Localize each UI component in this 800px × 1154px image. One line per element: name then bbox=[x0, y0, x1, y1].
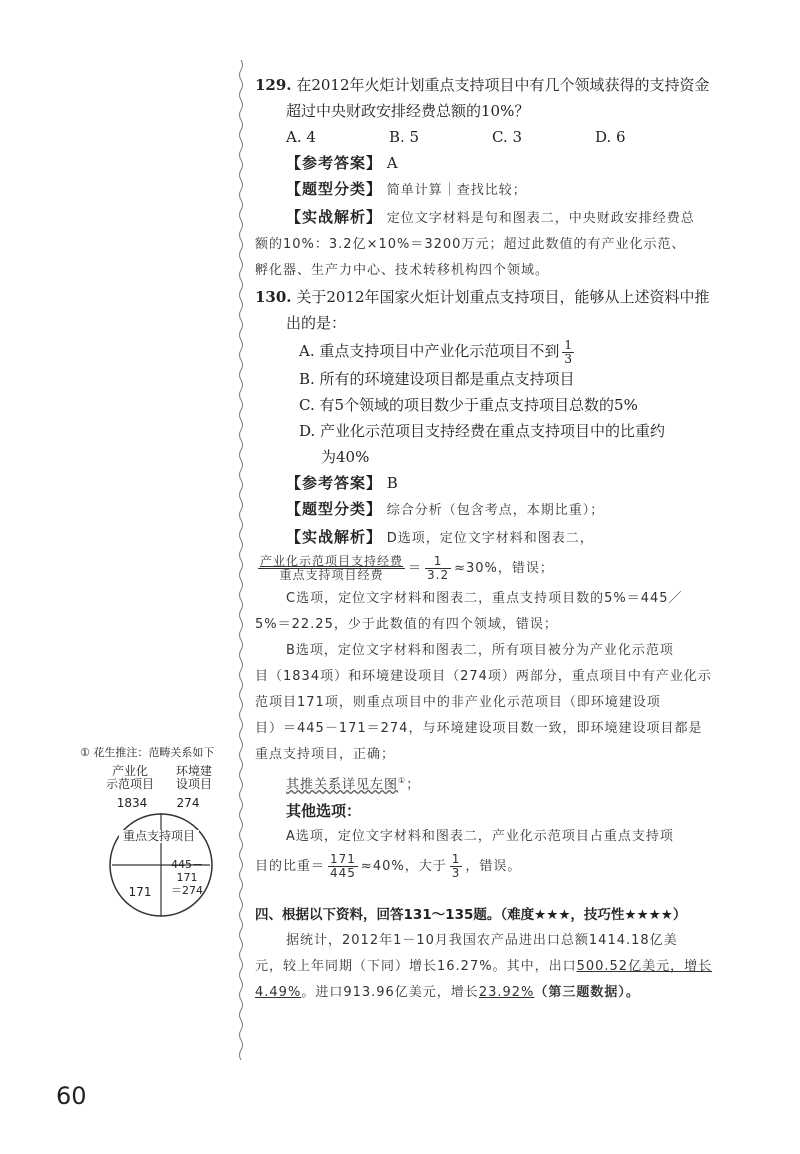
q129-option-c: C. 3 bbox=[492, 128, 523, 146]
q130-type-tag: 【题型分类】 bbox=[286, 500, 383, 518]
q130-stem1: 关于2012年国家火炬计划重点支持项目，能够从上述资料中推 bbox=[296, 288, 710, 306]
a2-mid: ≈40%，大于 bbox=[360, 859, 447, 875]
q129-type: 简单计算｜查找比较； bbox=[386, 183, 527, 198]
q130-answer-tag: 【参考答案】 bbox=[286, 474, 383, 492]
a2-end: ，错误。 bbox=[465, 859, 522, 875]
q130-type-line bbox=[255, 496, 755, 524]
circle-label: 重点支持项目 bbox=[119, 830, 199, 843]
section4-p2 bbox=[255, 954, 755, 980]
d-fraction bbox=[258, 555, 405, 582]
q130-answer-line bbox=[255, 470, 755, 496]
q130-analysis-b3: 范项目171项，则重点项目中的非产业化示范项目（即环境建设项 bbox=[255, 695, 661, 710]
q129-analysis2: 额的10%：3.2亿×10%＝3200万元；超过此数值的有产业化示范、 bbox=[255, 237, 686, 252]
q130-analysis-c2: 5%＝22.25，少于此数值的有四个领域，错误； bbox=[255, 617, 558, 632]
section4-p3-a: 4.49% bbox=[255, 985, 302, 1001]
d-fraction-2 bbox=[425, 555, 451, 582]
section4-p2-a: 元，较上年同期（下同）增长16.27%。其中，出口 bbox=[255, 959, 577, 975]
q130-analysis-b5: 重点支持项目，正确； bbox=[255, 747, 396, 762]
a2-fraction-2-denominator: 3 bbox=[451, 866, 461, 881]
q130-option-b: B. 所有的环境建设项目都是重点支持项目 bbox=[299, 370, 575, 388]
q129-answer-line bbox=[255, 150, 755, 176]
section4-p1: 据统计，2012年1－10月我国农产品进出口总额1414.18亿美 bbox=[286, 933, 678, 949]
q130-type: 综合分析（包含考点，本期比重）； bbox=[386, 503, 605, 518]
q129-answer-tag: 【参考答案】 bbox=[286, 154, 383, 172]
b6-text: 其推关系详见左图 bbox=[286, 777, 399, 793]
b6-end: ； bbox=[406, 777, 421, 793]
q129-stem2: 超过中央财政安排经费总额的10%？ bbox=[286, 102, 530, 120]
q130-analysis-d1: D选项，定位文字材料和图表二， bbox=[386, 531, 594, 546]
q130-analysis-b2: 目（1834项）和环境建设项目（274项）两部分，重点项目中有产业化示 bbox=[255, 669, 712, 684]
page-number: 60 bbox=[56, 1082, 87, 1110]
q129-analysis-line1 bbox=[255, 204, 755, 232]
d-fraction-2-denominator: 3.2 bbox=[427, 568, 450, 582]
label-environment: 环境建 设项目 bbox=[175, 764, 212, 791]
q129-analysis3: 孵化器、生产力中心、技术转移机构四个领域。 bbox=[255, 263, 550, 278]
d-equals: ＝ bbox=[408, 561, 423, 576]
q130-answer: B bbox=[386, 474, 398, 492]
q130-option-c: C. 有5个领域的项目数少于重点支持项目总数的5% bbox=[299, 396, 638, 414]
d-result: ≈30%，错误； bbox=[454, 561, 554, 576]
q130-analysis-tag: 【实战解析】 bbox=[286, 528, 383, 546]
section4-p3-d: （第三题数据）。 bbox=[534, 985, 640, 1001]
q130-number: 130. bbox=[255, 288, 292, 306]
q129-answer: A bbox=[386, 154, 398, 172]
left-quadrant-value: 171 bbox=[128, 885, 152, 899]
section4-p2-b: 500.52亿美元，增长 bbox=[576, 959, 713, 975]
sidenote-title: ① 花生推注：范畴关系如下 bbox=[80, 746, 215, 759]
a2-fraction-2 bbox=[450, 853, 463, 880]
q130-analysis-c1: C选项，定位文字材料和图表二，重点支持项目数的5%＝445／ bbox=[286, 591, 683, 606]
q129-option-a: A. 4 bbox=[286, 128, 316, 146]
q130-analysis-line1 bbox=[255, 524, 755, 552]
q130-analysis-d-formula bbox=[255, 552, 755, 586]
q130-stem-line1 bbox=[255, 284, 755, 310]
section-spacer bbox=[255, 884, 755, 902]
b6-footnote-mark: ① bbox=[398, 776, 407, 785]
sidenote-diagram bbox=[80, 745, 235, 899]
q130-option-d1: D. 产业化示范项目支持经费在重点支持项目中的比重约 bbox=[299, 422, 666, 440]
q130-option-a-fraction bbox=[562, 339, 574, 366]
count-environment: 274 bbox=[176, 796, 200, 810]
right-quadrant-value: 445－171 ＝274 bbox=[171, 858, 203, 897]
q130-analysis-b1: B选项，定位文字材料和图表二，所有项目被分为产业化示范项 bbox=[286, 643, 674, 658]
q129-analysis-tag: 【实战解析】 bbox=[286, 208, 383, 226]
q129-stem1: 在2012年火炬计划重点支持项目中有几个领域获得的支持资金 bbox=[296, 76, 710, 94]
fraction-numerator: 1 bbox=[564, 337, 573, 352]
count-industrial-demo: 1834 bbox=[116, 796, 148, 810]
a2-pre: 目的比重＝ bbox=[255, 859, 326, 875]
q129-stem-line1 bbox=[255, 72, 755, 98]
a2-fraction-denominator: 445 bbox=[330, 866, 356, 881]
section4-title: 四、根据以下资料，回答131～135题。（难度★★★，技巧性★★★★） bbox=[255, 907, 687, 924]
a2-fraction-2-numerator: 1 bbox=[451, 852, 461, 867]
a2-fraction-numerator: 171 bbox=[330, 852, 356, 867]
main-content bbox=[255, 72, 755, 1006]
q129-number: 129. bbox=[255, 76, 292, 94]
q130-analysis-b4: 目）＝445－171＝274，与环境建设项目数一致，即环境建设项目都是 bbox=[255, 721, 703, 736]
q130-option-a bbox=[255, 336, 755, 366]
section4-p3-c: 23.92% bbox=[478, 985, 535, 1001]
q129-option-b: B. 5 bbox=[389, 128, 420, 146]
q130-analysis-a2 bbox=[255, 850, 755, 884]
q130-analysis-b6 bbox=[255, 768, 755, 798]
q130-option-a-text: A. 重点支持项目中产业化示范项目不到 bbox=[299, 342, 560, 360]
q129-type-line bbox=[255, 176, 755, 204]
d-fraction-denominator: 重点支持项目经费 bbox=[279, 568, 384, 582]
d-fraction-numerator: 产业化示范项目支持经费 bbox=[260, 554, 404, 568]
q129-type-tag: 【题型分类】 bbox=[286, 180, 383, 198]
q129-option-d: D. 6 bbox=[595, 128, 626, 146]
q130-analysis-a1: A选项，定位文字材料和图表二，产业化示范项目占重点支持项 bbox=[286, 829, 674, 845]
label-industrial-demo: 产业化 示范项目 bbox=[105, 764, 154, 791]
a2-fraction bbox=[328, 853, 358, 880]
q130-stem2: 出的是： bbox=[286, 314, 347, 332]
fraction-denominator: 3 bbox=[564, 351, 573, 366]
section4-p3 bbox=[255, 980, 755, 1006]
d-fraction-2-numerator: 1 bbox=[425, 555, 451, 569]
q129-analysis1: 定位文字材料是句和图表二，中央财政安排经费总 bbox=[386, 211, 695, 226]
margin-wavy-line bbox=[238, 60, 244, 1060]
section4-p3-b: 。进口913.96亿美元，增长 bbox=[301, 985, 479, 1001]
q130-other-options-tag: 其他选项： bbox=[286, 802, 362, 821]
q130-option-d2: 为40% bbox=[321, 448, 370, 466]
q129-options bbox=[255, 124, 755, 150]
